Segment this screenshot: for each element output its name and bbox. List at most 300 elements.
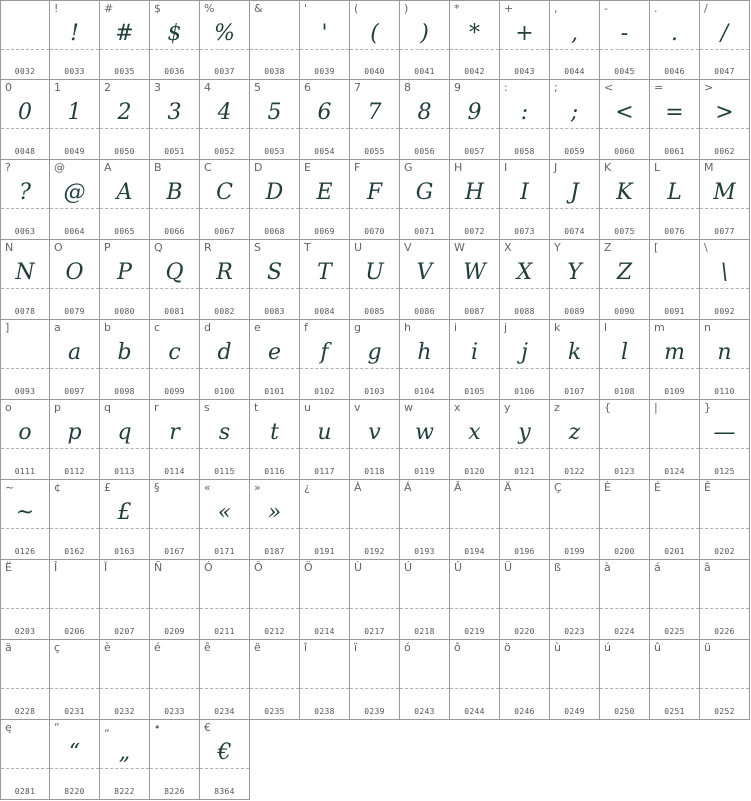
glyph-cell[interactable] <box>350 480 400 560</box>
glyph-sample: % <box>214 21 235 46</box>
glyph-cell[interactable] <box>250 400 300 480</box>
glyph-sample: 5 <box>267 100 282 125</box>
glyph-cell[interactable] <box>200 480 250 560</box>
glyph-cell[interactable] <box>450 560 500 640</box>
glyph-cell[interactable] <box>600 80 650 160</box>
glyph-cell[interactable] <box>150 400 200 480</box>
glyph-sample: X <box>516 260 533 285</box>
glyph-cell[interactable] <box>700 480 750 560</box>
glyph-cell[interactable] <box>300 80 350 160</box>
glyph-cell[interactable] <box>50 160 100 240</box>
reference-char: • <box>154 721 161 734</box>
glyph-cell[interactable] <box>300 640 350 720</box>
baseline-guide <box>450 288 499 289</box>
glyph-cell[interactable] <box>150 640 200 720</box>
reference-char: ú <box>604 641 611 654</box>
reference-char: ë <box>254 641 261 654</box>
baseline-guide <box>650 128 699 129</box>
glyph-sample: J <box>570 180 579 205</box>
reference-char: L <box>654 161 661 174</box>
baseline-guide <box>600 528 649 529</box>
glyph-cell[interactable] <box>600 560 650 640</box>
baseline-guide <box>600 608 649 609</box>
glyph-cell[interactable] <box>700 0 750 80</box>
reference-char: I <box>504 161 508 174</box>
glyph-cell[interactable] <box>400 560 450 640</box>
glyph-sample: i <box>470 340 479 365</box>
glyph-cell[interactable] <box>350 160 400 240</box>
glyph-sample: T <box>317 260 332 285</box>
baseline-guide <box>500 208 549 209</box>
reference-char: | <box>654 401 658 414</box>
baseline-guide <box>250 368 299 369</box>
reference-char: y <box>504 401 511 414</box>
char-code: 0162 <box>64 547 85 556</box>
glyph-cell[interactable] <box>350 560 400 640</box>
char-code: 0126 <box>14 547 36 556</box>
char-code: 0079 <box>64 307 85 316</box>
glyph-cell[interactable] <box>600 320 650 400</box>
glyph-cell[interactable] <box>400 0 450 80</box>
glyph-cell[interactable] <box>300 480 350 560</box>
baseline-guide <box>300 368 349 369</box>
glyph-cell[interactable] <box>550 0 600 80</box>
glyph-cell[interactable] <box>200 560 250 640</box>
glyph-sample: 4 <box>217 100 232 125</box>
glyph-cell[interactable] <box>700 240 750 320</box>
glyph-cell[interactable] <box>400 240 450 320</box>
baseline-guide <box>400 208 449 209</box>
glyph-cell[interactable] <box>200 400 250 480</box>
glyph-sample: e <box>267 340 282 365</box>
glyph-cell[interactable] <box>550 480 600 560</box>
glyph-cell[interactable] <box>600 640 650 720</box>
char-code: 0239 <box>364 707 385 716</box>
reference-char: v <box>354 401 361 414</box>
glyph-cell[interactable] <box>650 240 700 320</box>
reference-char: \ <box>704 241 708 254</box>
reference-char: ę <box>5 721 12 734</box>
glyph-cell[interactable] <box>0 720 50 800</box>
glyph-cell[interactable] <box>100 400 150 480</box>
glyph-cell[interactable] <box>150 560 200 640</box>
glyph-cell[interactable] <box>450 320 500 400</box>
char-code: 0087 <box>464 307 485 316</box>
glyph-cell[interactable] <box>500 320 550 400</box>
char-code: 0035 <box>114 67 135 76</box>
char-code: 0062 <box>714 147 735 156</box>
reference-char: Â <box>454 481 462 494</box>
glyph-sample: g <box>367 340 382 365</box>
glyph-sample: P <box>117 260 132 285</box>
glyph-cell[interactable] <box>550 400 600 480</box>
glyph-cell[interactable] <box>200 80 250 160</box>
reference-char: 3 <box>154 81 161 94</box>
glyph-sample: 0 <box>18 100 32 125</box>
glyph-sample: r <box>169 420 180 445</box>
glyph-cell[interactable] <box>350 240 400 320</box>
glyph-cell[interactable] <box>0 320 50 400</box>
reference-char: > <box>704 81 714 94</box>
baseline-guide <box>550 608 599 609</box>
glyph-cell[interactable] <box>200 240 250 320</box>
glyph-cell[interactable] <box>300 320 350 400</box>
glyph-cell[interactable] <box>100 240 150 320</box>
baseline-guide <box>600 448 649 449</box>
baseline-guide <box>450 49 499 50</box>
glyph-cell[interactable] <box>500 560 550 640</box>
reference-char: G <box>404 161 413 174</box>
char-code: 0194 <box>464 547 485 556</box>
reference-char: 0 <box>5 81 12 94</box>
glyph-cell[interactable] <box>100 80 150 160</box>
reference-char: H <box>454 161 463 174</box>
baseline-guide <box>650 368 699 369</box>
glyph-cell[interactable] <box>650 480 700 560</box>
glyph-cell[interactable] <box>500 160 550 240</box>
glyph-cell[interactable] <box>550 240 600 320</box>
glyph-cell[interactable] <box>100 160 150 240</box>
glyph-cell[interactable] <box>600 480 650 560</box>
glyph-sample: M <box>713 180 736 205</box>
baseline-guide <box>50 288 99 289</box>
glyph-cell[interactable] <box>350 80 400 160</box>
glyph-cell[interactable] <box>250 80 300 160</box>
glyph-cell[interactable] <box>0 160 50 240</box>
glyph-cell[interactable] <box>500 0 550 80</box>
baseline-guide <box>400 49 449 50</box>
glyph-cell[interactable] <box>50 640 100 720</box>
glyph-cell[interactable] <box>500 480 550 560</box>
glyph-cell[interactable] <box>150 0 200 80</box>
reference-char: A <box>104 161 112 174</box>
glyph-cell[interactable] <box>50 560 100 640</box>
glyph-cell[interactable] <box>500 240 550 320</box>
glyph-cell[interactable] <box>250 240 300 320</box>
char-code: 0244 <box>464 707 485 716</box>
glyph-cell[interactable] <box>300 160 350 240</box>
char-code: 0117 <box>314 467 335 476</box>
glyph-sample: € <box>217 740 232 765</box>
char-code: 0119 <box>414 467 435 476</box>
glyph-cell[interactable] <box>500 80 550 160</box>
glyph-cell[interactable] <box>550 560 600 640</box>
glyph-cell[interactable] <box>200 160 250 240</box>
glyph-cell[interactable] <box>400 80 450 160</box>
glyph-cell[interactable] <box>250 160 300 240</box>
char-code: 0101 <box>264 387 285 396</box>
glyph-cell[interactable] <box>600 160 650 240</box>
glyph-cell[interactable] <box>300 0 350 80</box>
char-code: 0047 <box>714 67 735 76</box>
reference-char: r <box>154 401 159 414</box>
char-code: 0199 <box>564 547 585 556</box>
glyph-cell[interactable] <box>0 0 50 80</box>
glyph-cell[interactable] <box>50 720 100 800</box>
baseline-guide <box>350 688 399 689</box>
glyph-cell[interactable] <box>400 480 450 560</box>
char-code: 0163 <box>114 547 135 556</box>
baseline-guide <box>650 528 699 529</box>
char-code: 0054 <box>314 147 335 156</box>
reference-char: + <box>504 2 514 15</box>
glyph-sample: o <box>18 420 32 445</box>
glyph-cell[interactable] <box>150 480 200 560</box>
baseline-guide <box>300 208 349 209</box>
glyph-cell[interactable] <box>250 480 300 560</box>
glyph-cell[interactable] <box>50 320 100 400</box>
glyph-sample: Y <box>567 260 582 285</box>
glyph-cell[interactable] <box>500 640 550 720</box>
baseline-guide <box>150 368 199 369</box>
glyph-cell[interactable] <box>700 80 750 160</box>
reference-char: Ô <box>254 561 263 574</box>
char-code: 0115 <box>214 467 235 476</box>
reference-char: p <box>54 401 61 414</box>
glyph-cell[interactable] <box>0 80 50 160</box>
char-code: 0051 <box>164 147 185 156</box>
reference-char: ) <box>404 2 409 15</box>
reference-char: Ê <box>704 481 711 494</box>
glyph-cell[interactable] <box>100 640 150 720</box>
reference-char: l <box>604 321 608 334</box>
glyph-cell[interactable] <box>0 240 50 320</box>
glyph-cell[interactable] <box>550 80 600 160</box>
glyph-sample: Z <box>616 260 633 285</box>
glyph-sample: D <box>265 180 284 205</box>
baseline-guide <box>1 768 49 769</box>
reference-char: / <box>704 2 708 15</box>
glyph-cell[interactable] <box>100 0 150 80</box>
glyph-cell[interactable] <box>450 480 500 560</box>
baseline-guide <box>1 368 49 369</box>
glyph-cell[interactable] <box>350 320 400 400</box>
glyph-cell[interactable] <box>200 720 250 800</box>
baseline-guide <box>350 608 399 609</box>
reference-char: - <box>604 2 608 15</box>
baseline-guide <box>350 528 399 529</box>
reference-char: F <box>354 161 361 174</box>
glyph-cell[interactable] <box>400 320 450 400</box>
glyph-sample: G <box>415 180 434 205</box>
reference-char: x <box>454 401 461 414</box>
char-code: 0064 <box>64 227 85 236</box>
glyph-cell[interactable] <box>100 720 150 800</box>
glyph-cell[interactable] <box>450 240 500 320</box>
char-code: 0167 <box>164 547 185 556</box>
glyph-sample: w <box>415 420 434 445</box>
char-code: 8222 <box>114 787 135 796</box>
char-code: 0090 <box>614 307 635 316</box>
glyph-cell[interactable] <box>300 400 350 480</box>
glyph-cell[interactable] <box>200 320 250 400</box>
glyph-sample: — <box>713 420 736 445</box>
reference-char: [ <box>654 241 659 254</box>
glyph-cell[interactable] <box>0 560 50 640</box>
glyph-sample: q <box>117 420 132 445</box>
reference-char: 6 <box>304 81 311 94</box>
glyph-cell[interactable] <box>50 480 100 560</box>
baseline-guide <box>550 208 599 209</box>
glyph-cell[interactable] <box>250 320 300 400</box>
glyph-cell[interactable] <box>650 0 700 80</box>
glyph-cell[interactable] <box>650 160 700 240</box>
baseline-guide <box>550 128 599 129</box>
glyph-sample: C <box>216 180 233 205</box>
glyph-cell[interactable] <box>200 0 250 80</box>
baseline-guide <box>500 528 549 529</box>
glyph-cell[interactable] <box>0 400 50 480</box>
char-code: 0207 <box>114 627 135 636</box>
glyph-cell[interactable] <box>400 400 450 480</box>
glyph-sample: * <box>469 21 480 46</box>
reference-char: } <box>704 401 711 414</box>
reference-char: E <box>304 161 311 174</box>
glyph-cell[interactable] <box>700 320 750 400</box>
glyph-cell[interactable] <box>300 240 350 320</box>
char-code: 0223 <box>564 627 585 636</box>
glyph-cell[interactable] <box>650 320 700 400</box>
glyph-cell[interactable] <box>450 80 500 160</box>
glyph-cell[interactable] <box>100 320 150 400</box>
baseline-guide <box>700 688 749 689</box>
char-code: 0068 <box>264 227 285 236</box>
baseline-guide <box>600 208 649 209</box>
baseline-guide <box>100 608 149 609</box>
glyph-cell[interactable] <box>150 320 200 400</box>
reference-char: q <box>104 401 111 414</box>
glyph-cell[interactable] <box>150 80 200 160</box>
reference-char: C <box>204 161 212 174</box>
glyph-cell[interactable] <box>600 240 650 320</box>
glyph-cell[interactable] <box>650 80 700 160</box>
baseline-guide <box>300 49 349 50</box>
glyph-cell[interactable] <box>650 400 700 480</box>
glyph-cell[interactable] <box>150 720 200 800</box>
char-code: 0089 <box>564 307 585 316</box>
glyph-cell[interactable] <box>100 480 150 560</box>
glyph-cell[interactable] <box>600 0 650 80</box>
glyph-sample: d <box>217 340 232 365</box>
glyph-cell[interactable] <box>250 560 300 640</box>
glyph-sample: v <box>368 420 381 445</box>
glyph-cell[interactable] <box>700 640 750 720</box>
glyph-cell[interactable] <box>550 640 600 720</box>
glyph-sample: l <box>620 340 629 365</box>
glyph-cell[interactable] <box>200 640 250 720</box>
glyph-cell[interactable] <box>400 160 450 240</box>
reference-char: S <box>254 241 261 254</box>
glyph-sample: a <box>67 340 82 365</box>
glyph-cell[interactable] <box>650 560 700 640</box>
glyph-cell[interactable] <box>0 640 50 720</box>
glyph-cell[interactable] <box>0 480 50 560</box>
glyph-sample: b <box>117 340 132 365</box>
glyph-cell[interactable] <box>400 640 450 720</box>
glyph-cell[interactable] <box>350 400 400 480</box>
char-code: 0109 <box>664 387 685 396</box>
reference-char: û <box>654 641 661 654</box>
glyph-cell[interactable] <box>50 80 100 160</box>
glyph-cell[interactable] <box>450 640 500 720</box>
char-code: 0219 <box>464 627 485 636</box>
glyph-cell[interactable] <box>450 0 500 80</box>
glyph-cell[interactable] <box>500 400 550 480</box>
char-code: 0125 <box>714 467 735 476</box>
glyph-sample: c <box>168 340 181 365</box>
baseline-guide <box>1 608 49 609</box>
glyph-cell[interactable] <box>700 160 750 240</box>
char-code: 0118 <box>364 467 385 476</box>
glyph-sample: O <box>65 260 84 285</box>
glyph-sample: 7 <box>367 100 382 125</box>
glyph-cell[interactable] <box>100 560 150 640</box>
glyph-cell[interactable] <box>700 400 750 480</box>
char-code: 0106 <box>514 387 535 396</box>
glyph-cell[interactable] <box>350 0 400 80</box>
glyph-sample: Q <box>165 260 184 285</box>
reference-char: i <box>454 321 458 334</box>
baseline-guide <box>400 288 449 289</box>
char-code: 0224 <box>614 627 635 636</box>
char-code: 0084 <box>314 307 335 316</box>
glyph-cell[interactable] <box>450 400 500 480</box>
glyph-cell[interactable] <box>550 160 600 240</box>
baseline-guide <box>450 448 499 449</box>
baseline-guide <box>650 208 699 209</box>
glyph-cell[interactable] <box>350 640 400 720</box>
reference-char: ö <box>504 641 511 654</box>
reference-char: À <box>354 481 362 494</box>
glyph-sample: B <box>166 180 183 205</box>
glyph-cell[interactable] <box>150 240 200 320</box>
reference-char: 1 <box>54 81 61 94</box>
glyph-cell[interactable] <box>650 640 700 720</box>
glyph-cell[interactable] <box>300 560 350 640</box>
glyph-cell[interactable] <box>700 560 750 640</box>
glyph-sample: 9 <box>467 100 482 125</box>
reference-char: “ <box>54 721 60 734</box>
char-code: 0069 <box>314 227 335 236</box>
glyph-cell[interactable] <box>50 0 100 80</box>
reference-char: . <box>654 2 658 15</box>
reference-char: , <box>554 2 558 15</box>
reference-char: Ú <box>404 561 413 574</box>
reference-char: 5 <box>254 81 261 94</box>
reference-char: Ó <box>204 561 213 574</box>
glyph-cell[interactable] <box>250 640 300 720</box>
glyph-cell[interactable] <box>150 160 200 240</box>
glyph-cell[interactable] <box>550 320 600 400</box>
glyph-cell[interactable] <box>600 400 650 480</box>
baseline-guide <box>400 368 449 369</box>
baseline-guide <box>200 288 249 289</box>
char-code: 0036 <box>164 67 185 76</box>
glyph-sample: 6 <box>317 100 332 125</box>
baseline-guide <box>100 528 149 529</box>
reference-char: ¢ <box>54 481 61 494</box>
reference-char: ; <box>554 81 558 94</box>
reference-char: $ <box>154 2 161 15</box>
glyph-cell[interactable] <box>250 0 300 80</box>
glyph-cell[interactable] <box>50 400 100 480</box>
char-code: 0059 <box>564 147 585 156</box>
glyph-sample: + <box>515 21 534 46</box>
glyph-cell[interactable] <box>450 160 500 240</box>
char-code: 0105 <box>464 387 485 396</box>
baseline-guide <box>150 448 199 449</box>
glyph-cell[interactable] <box>50 240 100 320</box>
